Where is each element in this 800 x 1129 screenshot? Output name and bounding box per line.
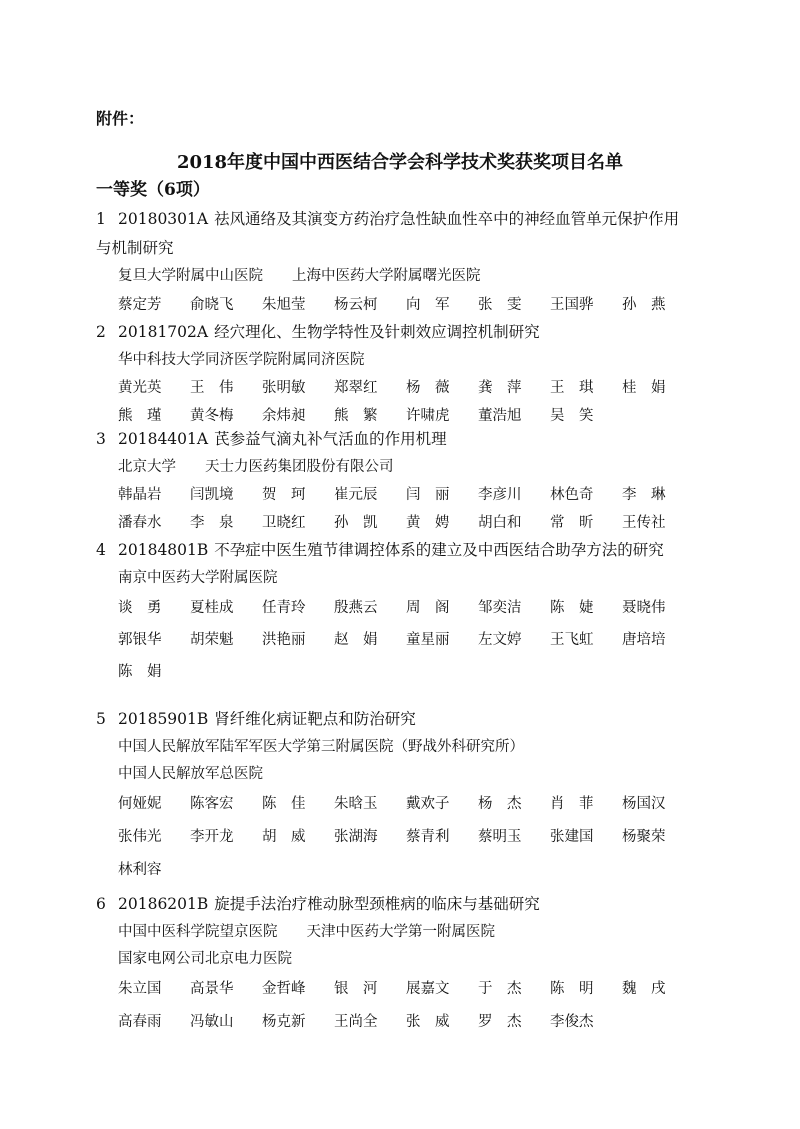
awardee-name: 夏桂成 <box>190 600 234 616</box>
project-code: 20184801B <box>118 541 209 559</box>
awardee-name: 黄冬梅 <box>190 408 234 424</box>
awardee-name: 林色奇 <box>550 487 594 503</box>
awardee-name: 唐培培 <box>622 632 666 648</box>
project-number: 4 <box>96 541 106 559</box>
institution-line: 北京大学 天士力医药集团股份有限公司 <box>118 459 394 475</box>
awardee-name: 陈 明 <box>550 981 594 997</box>
names-row <box>118 1006 706 1039</box>
institution-line: 复旦大学附属中山医院 上海中医药大学附属曙光医院 <box>118 268 481 284</box>
awardee-name: 熊 繁 <box>334 408 378 424</box>
project-entry <box>96 205 706 321</box>
awardee-name: 常 昕 <box>550 515 594 531</box>
awardee-name: 聂晓伟 <box>622 600 666 616</box>
awardee-name: 董浩旭 <box>478 408 522 424</box>
awardee-name: 左文婷 <box>478 632 522 648</box>
awardee-name: 童星丽 <box>406 632 450 648</box>
awardee-name: 魏 戌 <box>622 981 666 997</box>
awardee-name: 孙 燕 <box>622 297 666 313</box>
project-title-continuation: 与机制研究 <box>96 239 174 257</box>
awardee-name: 王尚全 <box>334 1014 378 1030</box>
awardee-name: 崔元辰 <box>334 487 378 503</box>
awardee-name: 龚 萍 <box>478 380 522 396</box>
awardee-names <box>96 973 706 1039</box>
project-title-line <box>96 318 706 347</box>
award-grade-heading: 一等奖（6项） <box>96 180 210 200</box>
awardee-names <box>96 290 706 321</box>
awardee-name: 闫凯境 <box>190 487 234 503</box>
awardee-names <box>96 592 706 688</box>
awardee-name: 王传社 <box>622 515 666 531</box>
awardee-name: 朱晗玉 <box>334 796 378 812</box>
names-row <box>118 624 706 656</box>
page-title: 2018年度中国中西医结合学会科学技术奖获奖项目名单 <box>176 152 624 173</box>
awardee-name: 蔡青利 <box>406 829 450 845</box>
awardee-name: 杨 杰 <box>478 796 522 812</box>
institution-line: 中国人民解放军陆军军医大学第三附属医院（野战外科研究所） <box>118 739 524 755</box>
awardee-name: 李 琳 <box>622 487 666 503</box>
awardee-name: 冯敏山 <box>190 1014 234 1030</box>
awardee-name: 洪艳丽 <box>262 632 306 648</box>
awardee-name: 李开龙 <box>190 829 234 845</box>
awardee-name: 闫 丽 <box>406 487 450 503</box>
awardee-name: 余炜昶 <box>262 408 306 424</box>
project-number: 6 <box>96 895 106 913</box>
awardee-name: 杨 薇 <box>406 380 450 396</box>
awardee-name: 陈客宏 <box>190 796 234 812</box>
awardee-name: 戴欢子 <box>406 796 450 812</box>
project-entry <box>96 536 706 688</box>
awardee-name: 贺 珂 <box>262 487 306 503</box>
institution-line: 华中科技大学同济医学院附属同济医院 <box>118 352 365 368</box>
awardee-name: 胡荣魁 <box>190 632 234 648</box>
awardee-name: 杨聚荣 <box>622 829 666 845</box>
awardee-name: 蔡定芳 <box>118 297 162 313</box>
project-entry <box>96 318 706 430</box>
names-row <box>118 656 706 688</box>
awardee-name: 李 泉 <box>190 515 234 531</box>
awardee-name: 熊 瑾 <box>118 408 162 424</box>
awardee-name: 谈 勇 <box>118 600 162 616</box>
project-entry <box>96 890 706 1039</box>
awardee-name: 胡 威 <box>262 829 306 845</box>
project-code: 20180301A <box>118 210 209 228</box>
awardee-name: 高景华 <box>190 981 234 997</box>
awardee-name: 林利容 <box>118 862 162 878</box>
names-row <box>118 374 706 402</box>
names-row <box>118 788 706 821</box>
awardee-name: 金哲峰 <box>262 981 306 997</box>
awardee-name: 王 伟 <box>190 380 234 396</box>
project-title: 旋提手法治疗椎动脉型颈椎病的临床与基础研究 <box>214 895 540 913</box>
project-title: 经穴理化、生物学特性及针刺效应调控机制研究 <box>214 323 540 341</box>
awardee-name: 韩晶岩 <box>118 487 162 503</box>
awardee-name: 杨云柯 <box>334 297 378 313</box>
awardee-name: 吴 笑 <box>550 408 594 424</box>
awardee-name: 于 杰 <box>478 981 522 997</box>
awardee-name: 周 阁 <box>406 600 450 616</box>
awardee-name: 高春雨 <box>118 1014 162 1030</box>
awardee-name: 王 琪 <box>550 380 594 396</box>
awardee-name: 李彦川 <box>478 487 522 503</box>
awardee-name: 黄 娉 <box>406 515 450 531</box>
project-title: 不孕症中医生殖节律调控体系的建立及中西医结合助孕方法的研究 <box>214 541 664 559</box>
project-code: 20184401A <box>118 430 209 448</box>
institution-line: 中国人民解放军总医院 <box>118 766 263 782</box>
awardee-names <box>96 374 706 430</box>
awardee-name: 张建国 <box>550 829 594 845</box>
project-number: 5 <box>96 710 106 728</box>
awardee-names <box>96 788 706 887</box>
awardee-name: 赵 娟 <box>334 632 378 648</box>
awardee-name: 张湖海 <box>334 829 378 845</box>
awardee-name: 郑翠红 <box>334 380 378 396</box>
project-title-line <box>96 205 706 234</box>
awardee-name: 黄光英 <box>118 380 162 396</box>
names-row <box>118 973 706 1006</box>
names-row <box>118 821 706 854</box>
project-entry <box>96 705 706 887</box>
awardee-name: 张 雯 <box>478 297 522 313</box>
awardee-name: 邹奕洁 <box>478 600 522 616</box>
project-number: 3 <box>96 430 106 448</box>
project-title-line <box>96 425 706 454</box>
awardee-name: 银 河 <box>334 981 378 997</box>
awardee-name: 潘春水 <box>118 515 162 531</box>
awardee-name: 王国骅 <box>550 297 594 313</box>
awardee-name: 杨国汉 <box>622 796 666 812</box>
names-row <box>118 481 706 509</box>
awardee-name: 何娅妮 <box>118 796 162 812</box>
awardee-name: 俞晓飞 <box>190 297 234 313</box>
awardee-name: 朱旭莹 <box>262 297 306 313</box>
project-code: 20181702A <box>118 323 209 341</box>
awardee-name: 张明敏 <box>262 380 306 396</box>
awardee-name: 任青玲 <box>262 600 306 616</box>
awardee-name: 孙 凯 <box>334 515 378 531</box>
awardee-name: 向 军 <box>406 297 450 313</box>
awardee-name: 陈 佳 <box>262 796 306 812</box>
awardee-name: 胡白和 <box>478 515 522 531</box>
institution-line: 中国中医科学院望京医院 天津中医药大学第一附属医院 <box>118 924 495 940</box>
attachment-label: 附件： <box>96 109 145 128</box>
awardee-name: 郭银华 <box>118 632 162 648</box>
project-code: 20185901B <box>118 710 209 728</box>
awardee-name: 杨克新 <box>262 1014 306 1030</box>
awardee-name: 陈 婕 <box>550 600 594 616</box>
names-row <box>118 509 706 537</box>
project-title-line <box>96 890 706 919</box>
awardee-name: 展嘉文 <box>406 981 450 997</box>
awardee-name: 张 威 <box>406 1014 450 1030</box>
project-number: 2 <box>96 323 106 341</box>
names-row <box>118 854 706 887</box>
project-title: 祛风通络及其演变方药治疗急性缺血性卒中的神经血管单元保护作用 <box>214 210 680 228</box>
names-row <box>118 290 706 321</box>
project-code: 20186201B <box>118 895 209 913</box>
project-title-line <box>96 536 706 565</box>
awardee-name: 陈 娟 <box>118 664 162 680</box>
awardee-name: 卫晓红 <box>262 515 306 531</box>
awardee-name: 李俊杰 <box>550 1014 594 1030</box>
awardee-name: 肖 菲 <box>550 796 594 812</box>
institution-line: 国家电网公司北京电力医院 <box>118 951 292 967</box>
awardee-name: 王飞虹 <box>550 632 594 648</box>
awardee-name: 桂 娟 <box>622 380 666 396</box>
awardee-name: 张伟光 <box>118 829 162 845</box>
awardee-name: 殷燕云 <box>334 600 378 616</box>
project-number: 1 <box>96 210 106 228</box>
awardee-name: 许啸虎 <box>406 408 450 424</box>
project-title-line <box>96 705 706 734</box>
project-title: 芪参益气滴丸补气活血的作用机理 <box>214 430 447 448</box>
awardee-name: 朱立国 <box>118 981 162 997</box>
names-row <box>118 592 706 624</box>
institution-line: 南京中医药大学附属医院 <box>118 570 278 586</box>
project-entry <box>96 425 706 537</box>
awardee-names <box>96 481 706 537</box>
awardee-name: 罗 杰 <box>478 1014 522 1030</box>
awardee-name: 蔡明玉 <box>478 829 522 845</box>
project-title: 肾纤维化病证靶点和防治研究 <box>214 710 416 728</box>
